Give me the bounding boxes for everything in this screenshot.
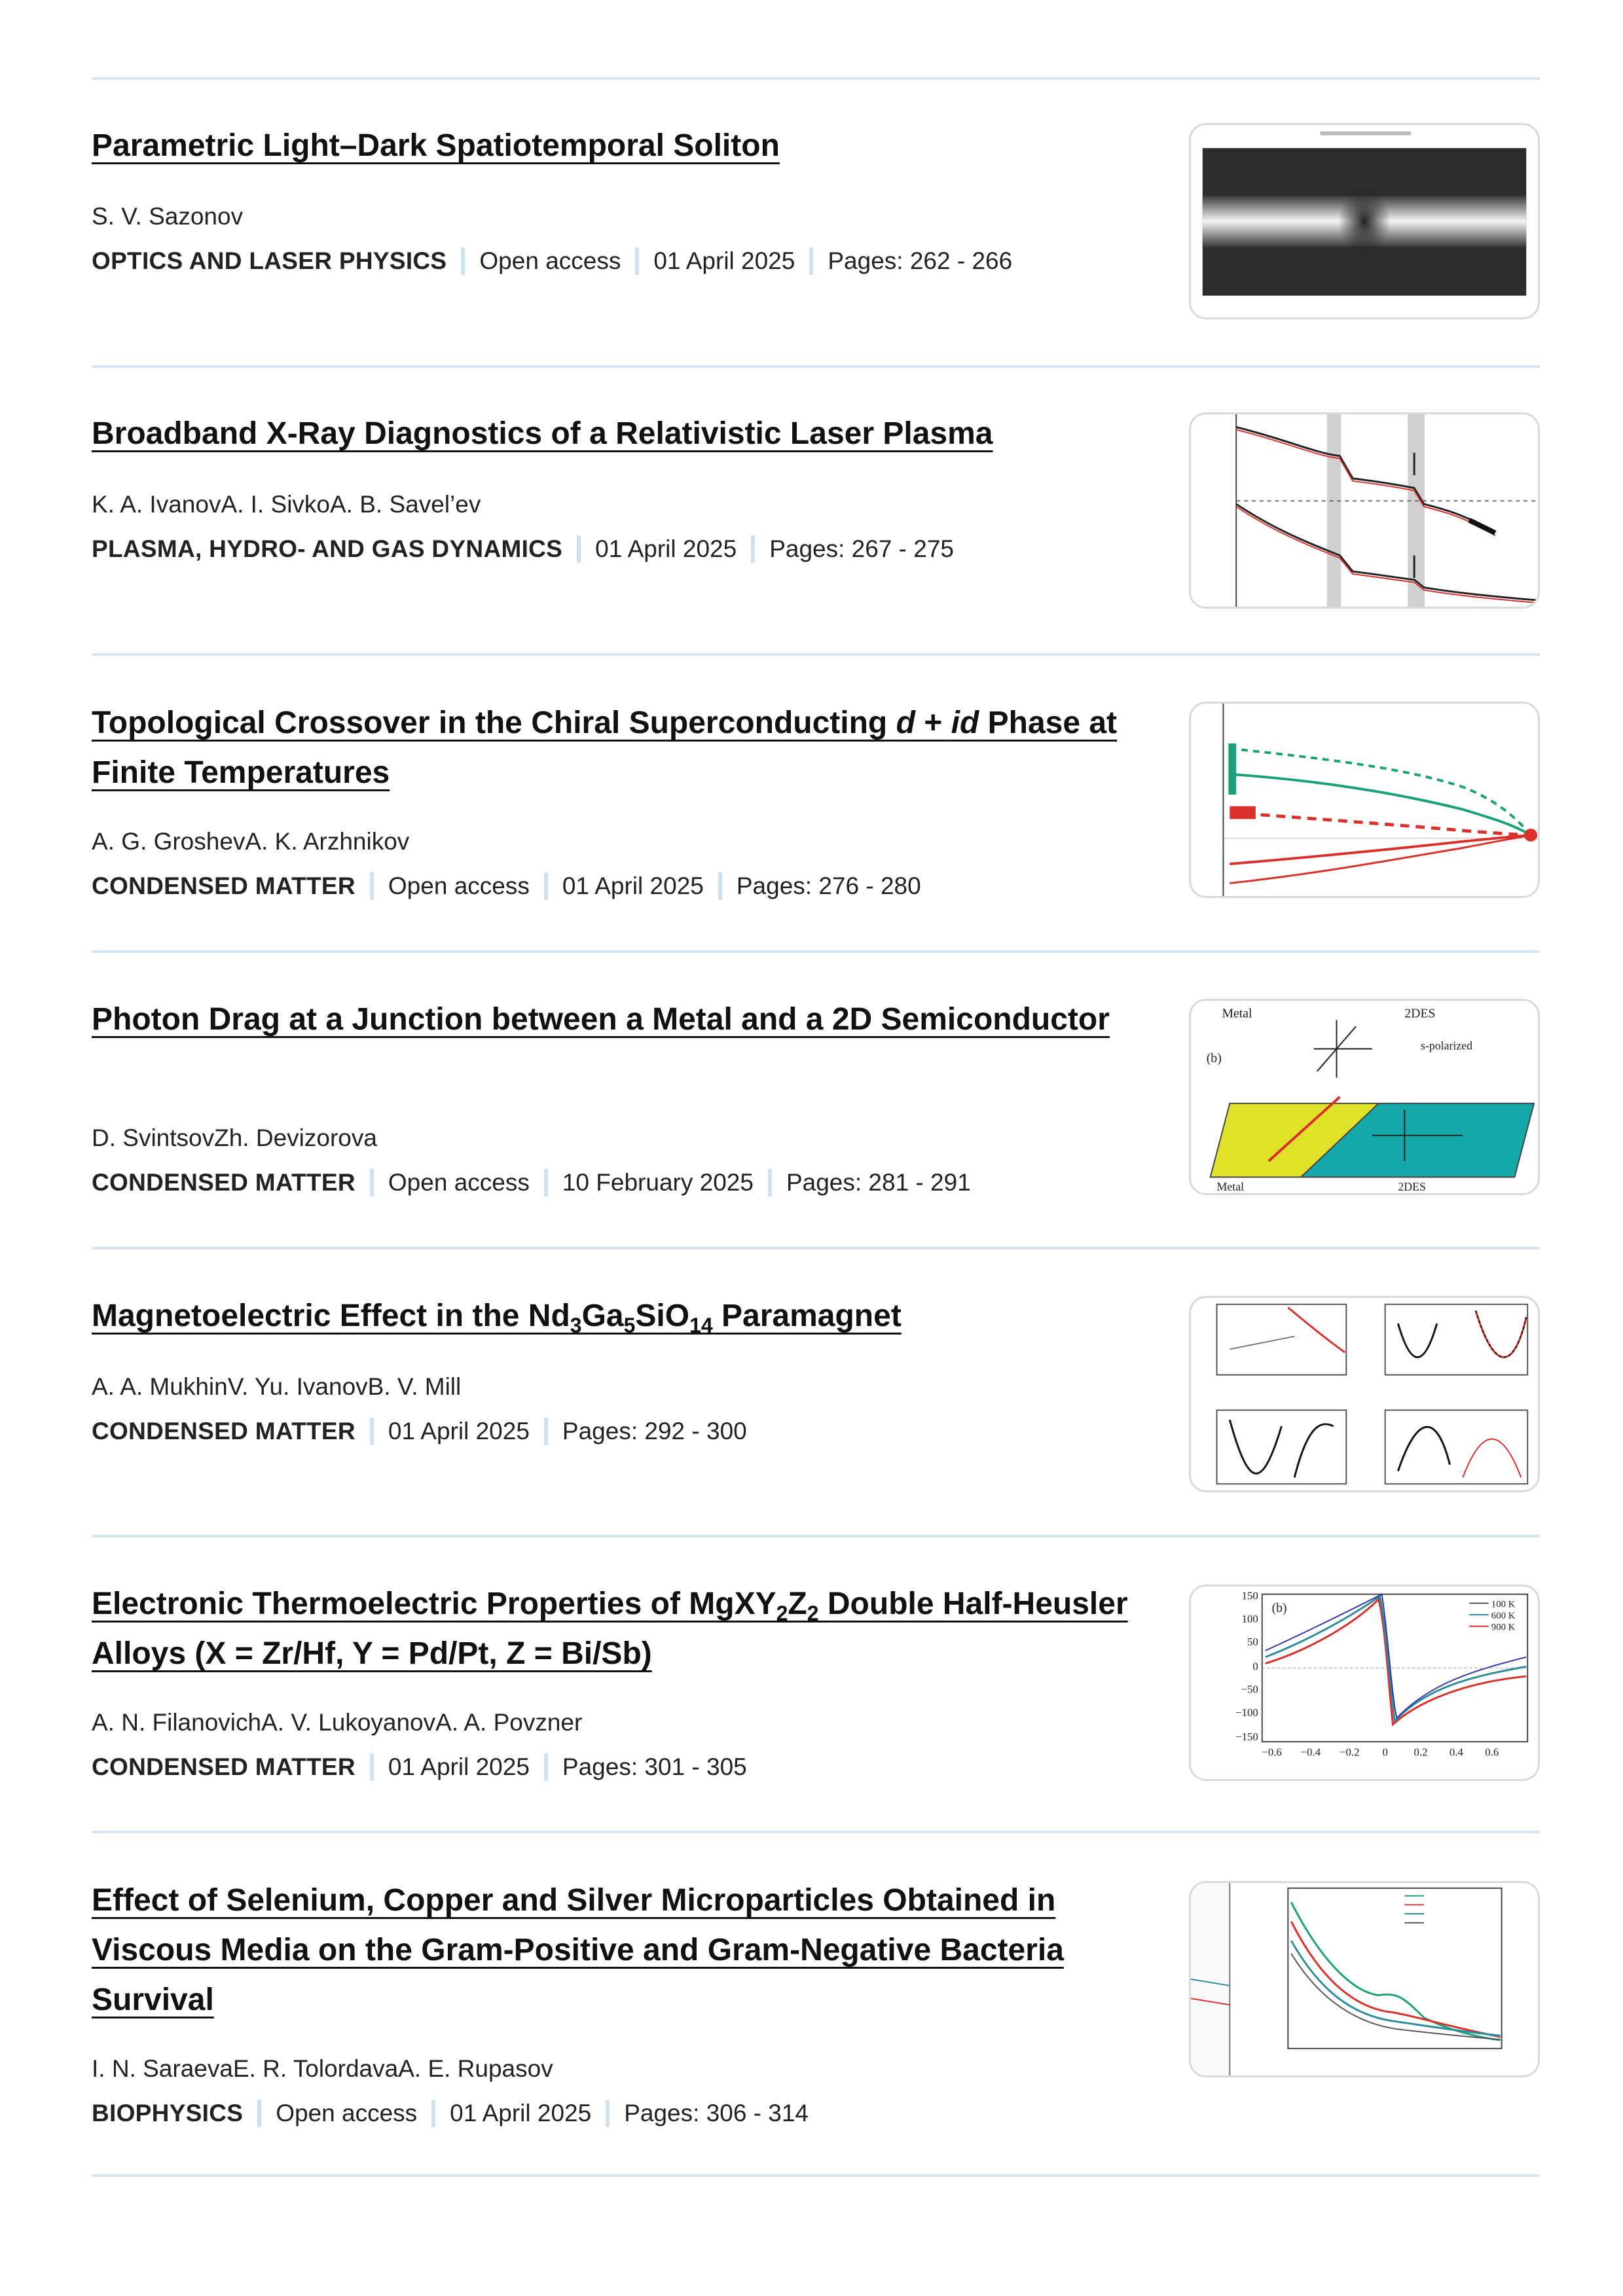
y-tick-label: 50: [1247, 1636, 1258, 1649]
x-tick-label: 0.6: [1485, 1746, 1499, 1759]
meta-separator: [370, 872, 374, 900]
meta-separator: [370, 1418, 374, 1445]
article-authors: D. SvintsovZh. Devizorova: [92, 1124, 377, 1151]
article-title-link[interactable]: Photon Drag at a Junction between a Metal and a 2D Semiconductor: [92, 1002, 1110, 1037]
meta-separator: [544, 1753, 548, 1781]
x-tick-label: −0.6: [1262, 1746, 1282, 1759]
article-authors: A. G. GroshevA. K. Arzhnikov: [92, 828, 410, 855]
article-title-link[interactable]: Topological Crossover in the Chiral Superconducting d + id Phase at Finite Temperatures: [92, 706, 1118, 790]
section-link[interactable]: BIOPHYSICS: [92, 2100, 244, 2126]
article-thumbnail[interactable]: [1189, 999, 1540, 1195]
publication-date: 01 April 2025: [450, 2100, 592, 2126]
y-tick-label: −150: [1235, 1731, 1258, 1744]
access-badge: Open access: [388, 872, 530, 899]
xray-spectrum-figure: [1191, 414, 1538, 607]
meta-separator: [370, 1169, 374, 1196]
divider: [92, 1535, 1540, 1537]
y-tick-label: 0: [1252, 1660, 1258, 1673]
access-badge: Open access: [479, 247, 621, 274]
y-tick-label: 100: [1241, 1612, 1258, 1625]
page-range: Pages: 306 - 314: [624, 2100, 809, 2126]
meta-separator: [606, 2100, 610, 2127]
meta-separator: [635, 247, 639, 275]
y-tick-label: −50: [1241, 1683, 1258, 1696]
article-title: [92, 1876, 1139, 2025]
section-link[interactable]: CONDENSED MATTER: [92, 1753, 356, 1780]
article-title: [92, 995, 1139, 1045]
article-title: [92, 409, 1139, 459]
legend-entry: 100 K: [1491, 1599, 1516, 1610]
article-title-link[interactable]: Parametric Light–Dark Spatiotemporal Soliton: [92, 128, 780, 163]
x-tick-label: 0.4: [1449, 1746, 1463, 1759]
article-meta: [92, 2100, 809, 2127]
article-title: [92, 121, 1139, 171]
meta-separator: [544, 1418, 548, 1445]
article-thumbnail[interactable]: [1189, 412, 1540, 609]
thermoelectric-figure: [1191, 1587, 1538, 1779]
meta-separator: [370, 1753, 374, 1781]
topology-plot-figure: [1191, 704, 1538, 896]
page-range: Pages: 301 - 305: [562, 1753, 747, 1780]
article-thumbnail[interactable]: [1189, 1881, 1540, 2077]
meta-separator: [577, 535, 581, 563]
x-tick-label: 0: [1382, 1746, 1388, 1759]
page-range: Pages: 276 - 280: [736, 872, 921, 899]
meta-separator: [768, 1169, 772, 1196]
figure-label: Metal: [1222, 1006, 1252, 1021]
article-title-link[interactable]: Broadband X-Ray Diagnostics of a Relativistic Laser Plasma: [92, 416, 993, 451]
meta-separator: [461, 247, 465, 275]
article-authors: S. V. Sazonov: [92, 203, 244, 230]
publication-date: 01 April 2025: [595, 535, 737, 562]
divider: [92, 950, 1540, 953]
y-tick-label: −100: [1235, 1706, 1258, 1719]
publication-date: 01 April 2025: [562, 872, 704, 899]
junction-diagram-figure: [1191, 1001, 1538, 1193]
article-meta: [92, 1753, 747, 1781]
article-title-link[interactable]: Electronic Thermoelectric Properties of $MgXY_2Z_2$ Double Half-Heusler Alloys (X = Zr/Hf, Y = Pd/Pt, Z = Bi/Sb): [92, 1587, 1128, 1671]
article-title: [92, 698, 1139, 798]
section-link[interactable]: CONDENSED MATTER: [92, 872, 356, 899]
section-link[interactable]: OPTICS AND LASER PHYSICS: [92, 247, 447, 274]
publication-date: 10 February 2025: [562, 1169, 754, 1196]
access-badge: Open access: [388, 1169, 530, 1196]
extinction-spectrum-figure: [1191, 1883, 1538, 2075]
divider: [92, 77, 1540, 80]
divider: [92, 1831, 1540, 1833]
section-link[interactable]: CONDENSED MATTER: [92, 1418, 356, 1444]
section-link[interactable]: CONDENSED MATTER: [92, 1169, 356, 1196]
article-authors: A. A. MukhinV. Yu. IvanovB. V. Mill: [92, 1373, 462, 1400]
legend-entry: 600 K: [1491, 1611, 1516, 1621]
figure-label: Metal: [1216, 1180, 1245, 1193]
divider: [92, 1247, 1540, 1249]
section-link[interactable]: PLASMA, HYDRO- AND GAS DYNAMICS: [92, 535, 563, 562]
publication-date: 01 April 2025: [388, 1753, 530, 1780]
x-tick-label: −0.4: [1300, 1746, 1321, 1759]
x-tick-label: −0.2: [1340, 1746, 1360, 1759]
soliton-figure: [1191, 125, 1538, 317]
article-title: [92, 1579, 1139, 1679]
article-meta: [92, 872, 921, 900]
article-title-link[interactable]: Effect of Selenium, Copper and Silver Microparticles Obtained in Viscous Media on the Gram-Positive and Gram-Negative Bacteria Survival: [92, 1883, 1064, 2017]
figure-label: 2DES: [1398, 1180, 1426, 1193]
divider: [92, 653, 1540, 656]
meta-separator: [544, 1169, 548, 1196]
article-thumbnail[interactable]: [1189, 1296, 1540, 1492]
article-thumbnail[interactable]: [1189, 123, 1540, 319]
meta-separator: [751, 535, 755, 563]
figure-label: (b): [1271, 1601, 1287, 1616]
divider: [92, 365, 1540, 368]
article-authors: K. A. IvanovA. I. SivkoA. B. Savel’ev: [92, 491, 481, 518]
meta-separator: [544, 872, 548, 900]
article-title-link[interactable]: Magnetoelectric Effect in the $Nd_3Ga_5SiO_{14}$ Paramagnet: [92, 1299, 902, 1337]
article-meta: [92, 535, 954, 563]
access-badge: Open access: [276, 2100, 418, 2126]
article-thumbnail[interactable]: [1189, 1585, 1540, 1781]
y-tick-label: 150: [1241, 1589, 1258, 1602]
meta-separator: [431, 2100, 435, 2127]
article-meta: [92, 1418, 747, 1445]
x-tick-label: 0.2: [1413, 1746, 1428, 1759]
page-range: Pages: 281 - 291: [786, 1169, 971, 1196]
figure-label: (b): [1206, 1051, 1222, 1066]
divider: [92, 2174, 1540, 2177]
article-thumbnail[interactable]: [1189, 702, 1540, 898]
article-title: [92, 1291, 1139, 1341]
meta-separator: [718, 872, 722, 900]
article-authors: I. N. SaraevaE. R. TolordavaA. E. Rupasov: [92, 2055, 553, 2082]
publication-date: 01 April 2025: [388, 1418, 530, 1444]
legend-entry: 900 K: [1491, 1622, 1516, 1633]
magnetoelectric-figure: [1191, 1298, 1538, 1490]
article-meta: [92, 247, 1012, 275]
meta-separator: [257, 2100, 261, 2127]
article-authors: A. N. FilanovichA. V. LukoyanovA. A. Povzner: [92, 1709, 583, 1736]
page-range: Pages: 262 - 266: [828, 247, 1013, 274]
page-range: Pages: 267 - 275: [769, 535, 955, 562]
meta-separator: [809, 247, 813, 275]
figure-label: s-polarized: [1421, 1039, 1473, 1052]
article-meta: [92, 1169, 971, 1196]
page-range: Pages: 292 - 300: [562, 1418, 747, 1444]
publication-date: 01 April 2025: [653, 247, 795, 274]
figure-label: 2DES: [1404, 1006, 1436, 1021]
